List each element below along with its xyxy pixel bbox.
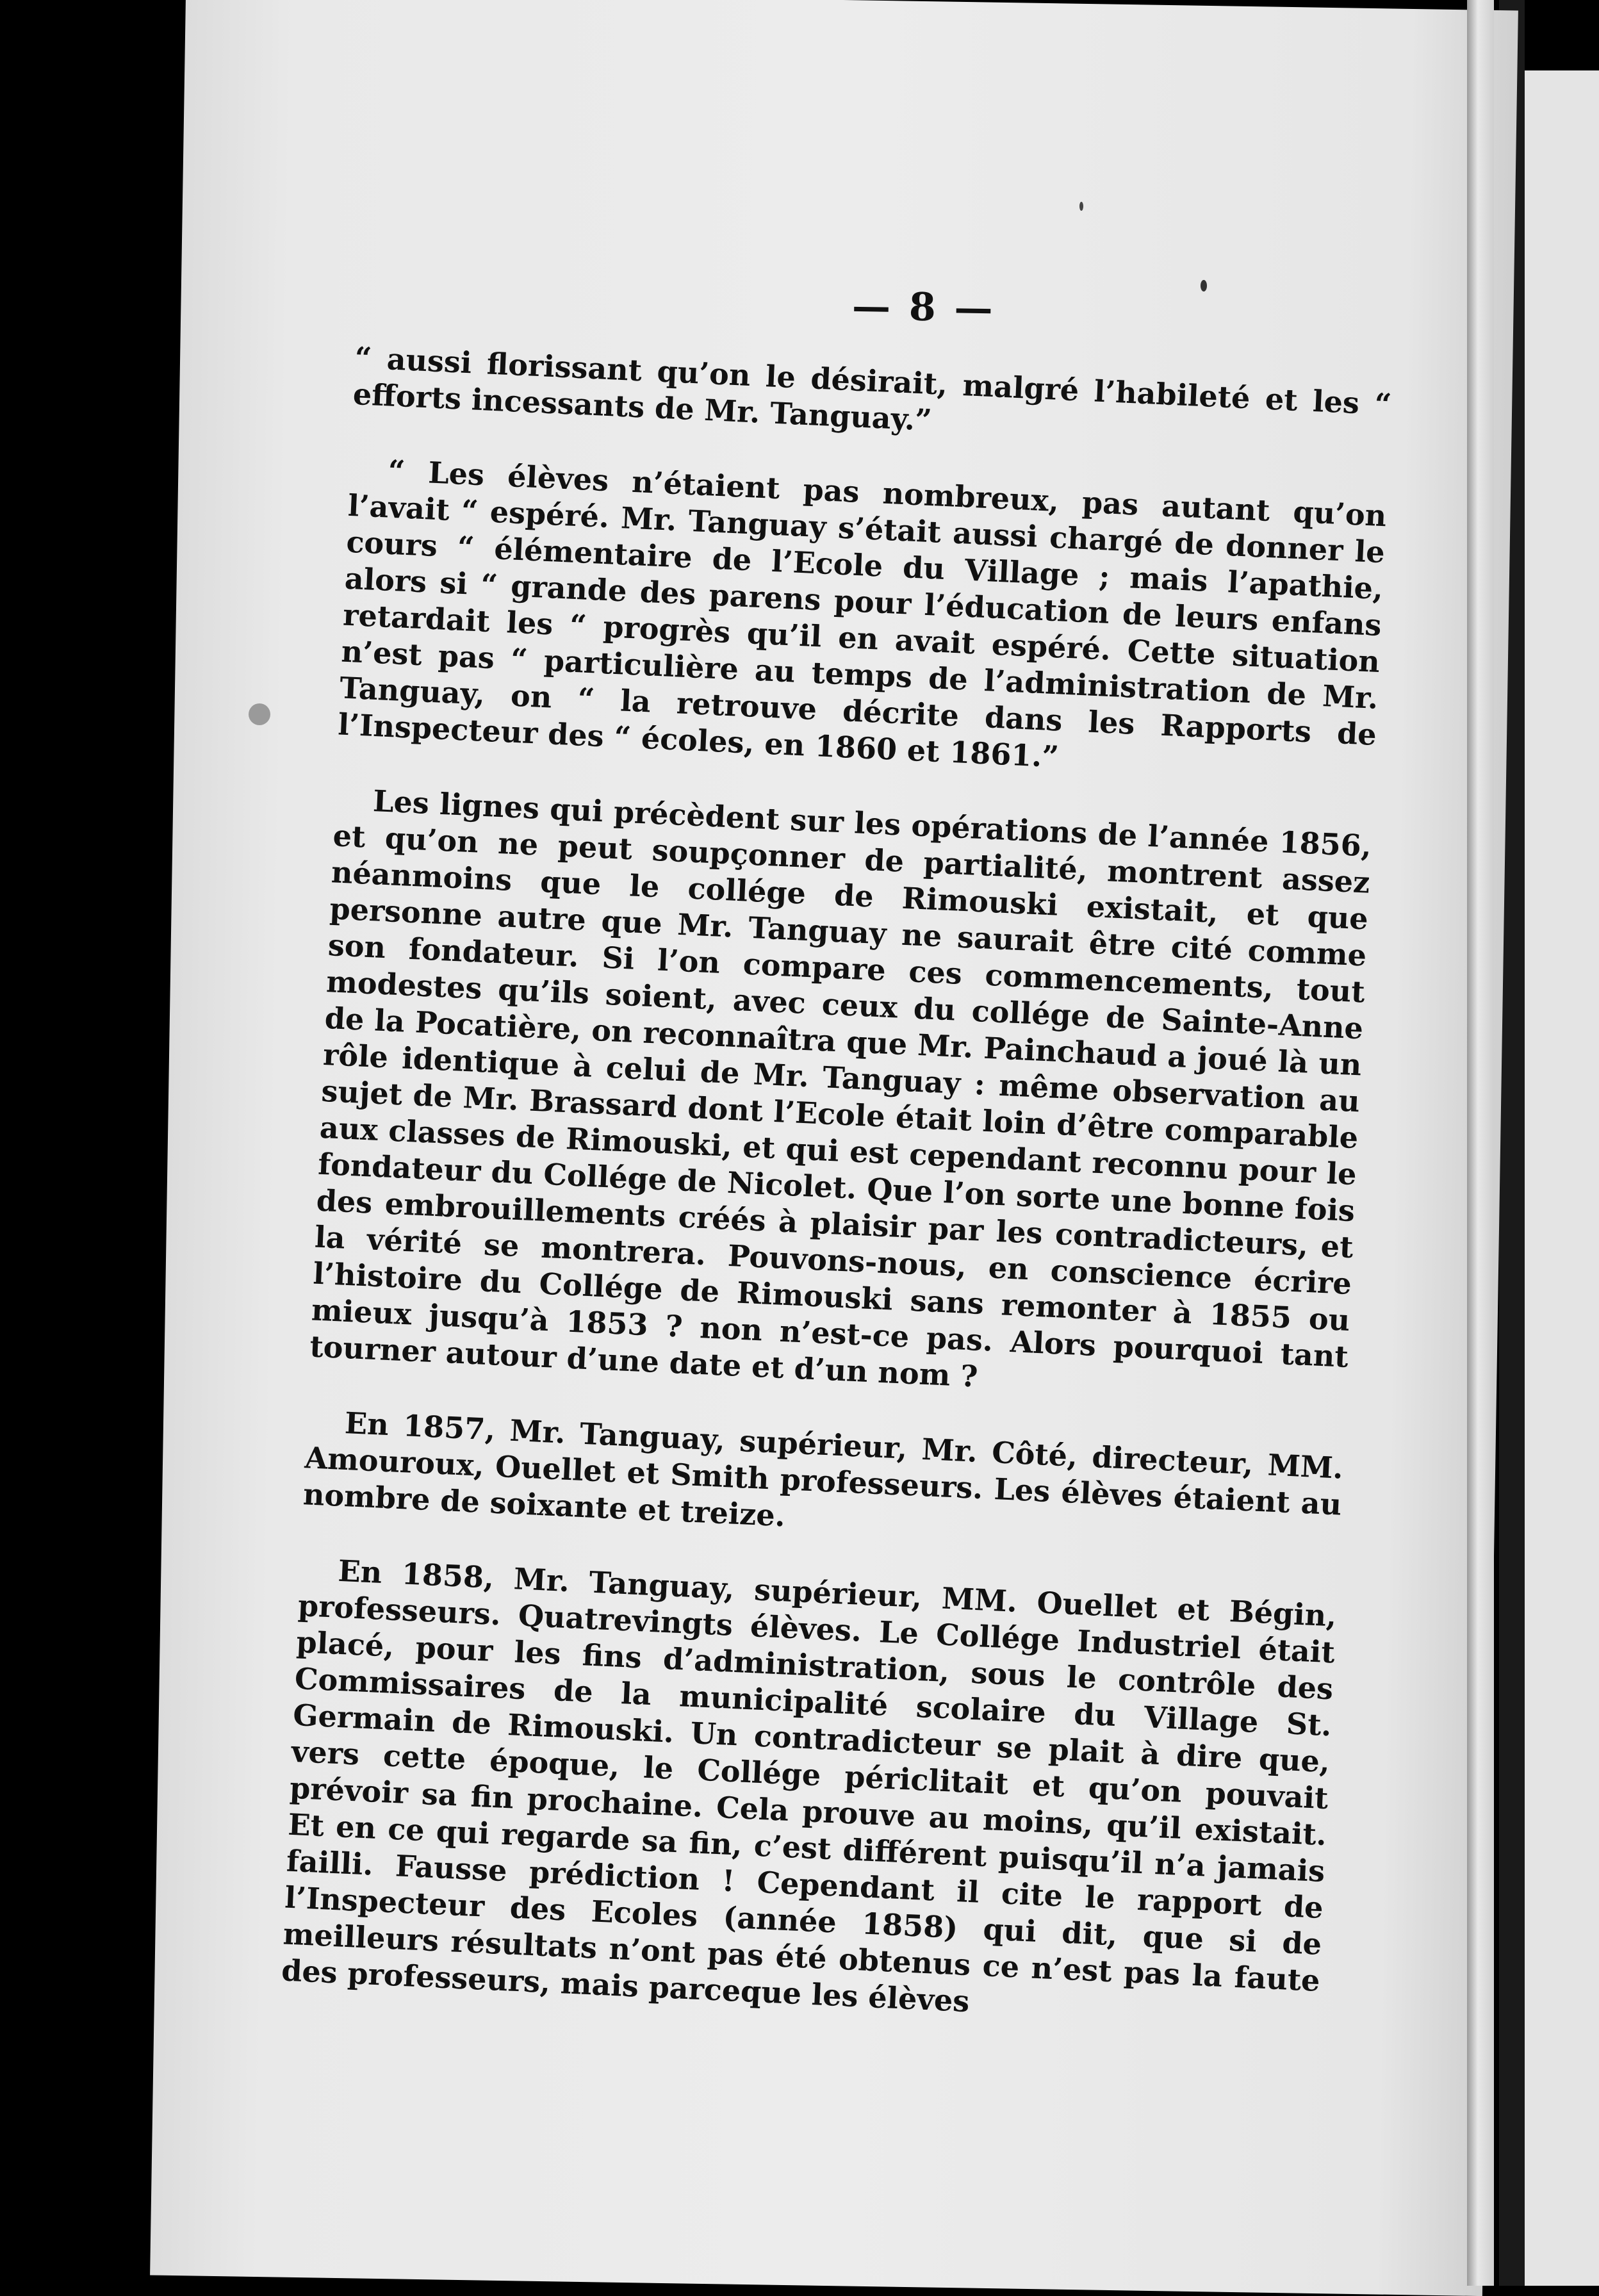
hole-mark [249, 703, 270, 725]
paragraph-quote-end: “ aussi florissant qu’on le désirait, malgré l’habileté et les “ efforts incessants de Mr. Tanguay.” [352, 340, 1393, 438]
dust-speck [1079, 202, 1083, 211]
paragraph-argument: Les lignes qui précèdent sur les opérations de l’année 1856, et qu’on ne peut soupçonner de partialité, montrent assez néanmoins que le collége de Rimouski existait, et que personne autre que Mr. Tanguay ne saurait être cité comme son fondateur. Si l’on compare ces commencements, tout modestes qu’ils soient, avec ceux du collége de Sainte-Anne de la Pocatière, on reconnaîtra que Mr. Painchaud a joué là un rôle identique à celui de Mr. Tanguay : même observation au sujet de Mr. Brassard dont l’Ecole était loin d’être comparable aux classes de Rimouski, et qui est cependant reconnu pour le fondateur du Collége de Nicolet. Que l’on sorte une bonne fois des embrouillements créés à plaisir par les contradicteurs, et la vérité se montrera. Pouvons-nous, en conscience écrire l’histoire du Collége de Rimouski sans remonter à 1855 ou mieux jusqu’à 1853 ? non n’est-ce pas. Alors pourquoi tant tourner autour d’une date et d’un nom ? [309, 783, 1372, 1394]
page-edge [1467, 0, 1494, 2286]
paragraph-quote-students: “ Les élèves n’étaient pas nombreux, pas autant qu’on l’avait “ espéré. Mr. Tanguay s’était aussi chargé de donner le cours “ élémentaire de l’Ecole du Village ; mais l’apathie, alors si “ grande des parens pour l’éducation de leurs enfans retardait les “ progrès qu’il en avait espéré. Cette situation n’est pas “ particulière au temps de l’administration de Mr. Tanguay, on “ la retrouve décrite dans les Rapports de l’Inspecteur des “ écoles, en 1860 et 1861.” [337, 453, 1388, 775]
paragraph-1857: En 1857, Mr. Tanguay, supérieur, Mr. Côté, directeur, MM. Amouroux, Ouellet et Smith professeurs. Les élèves étaient au nombre de soixante et treize. [302, 1406, 1344, 1534]
adjacent-page-edge [1525, 70, 1599, 2286]
page-number: — 8 — [851, 284, 996, 331]
dust-speck [1201, 280, 1207, 291]
paragraph-1858: En 1858, Mr. Tanguay, supérieur, MM. Ouellet et Bégin, professeurs. Quatrevingts élèves. Le Collége Industriel était placé, pour les fins d’administration, sous le contrôle des Commissaires de la municipalité scolaire du Village St. Germain de Rimouski. Un contradicteur se plait à dire que, vers cette époque, le Collége périclitait et qu’on pouvait prévoir sa fin prochaine. Cela prouve au moins, qu’il existait. Et en ce qui regarde sa fin, c’est différent puisqu’il n’a jamais failli. Fausse prédiction ! Cependant il cite le rapport de l’Inspecteur des Ecoles (année 1858) qui dit, que si de meilleurs résultats n’ont pas été obtenus ce n’est pas la faute des professeurs, mais parceque les élèves [281, 1553, 1338, 2019]
body-text [279, 340, 1392, 2074]
